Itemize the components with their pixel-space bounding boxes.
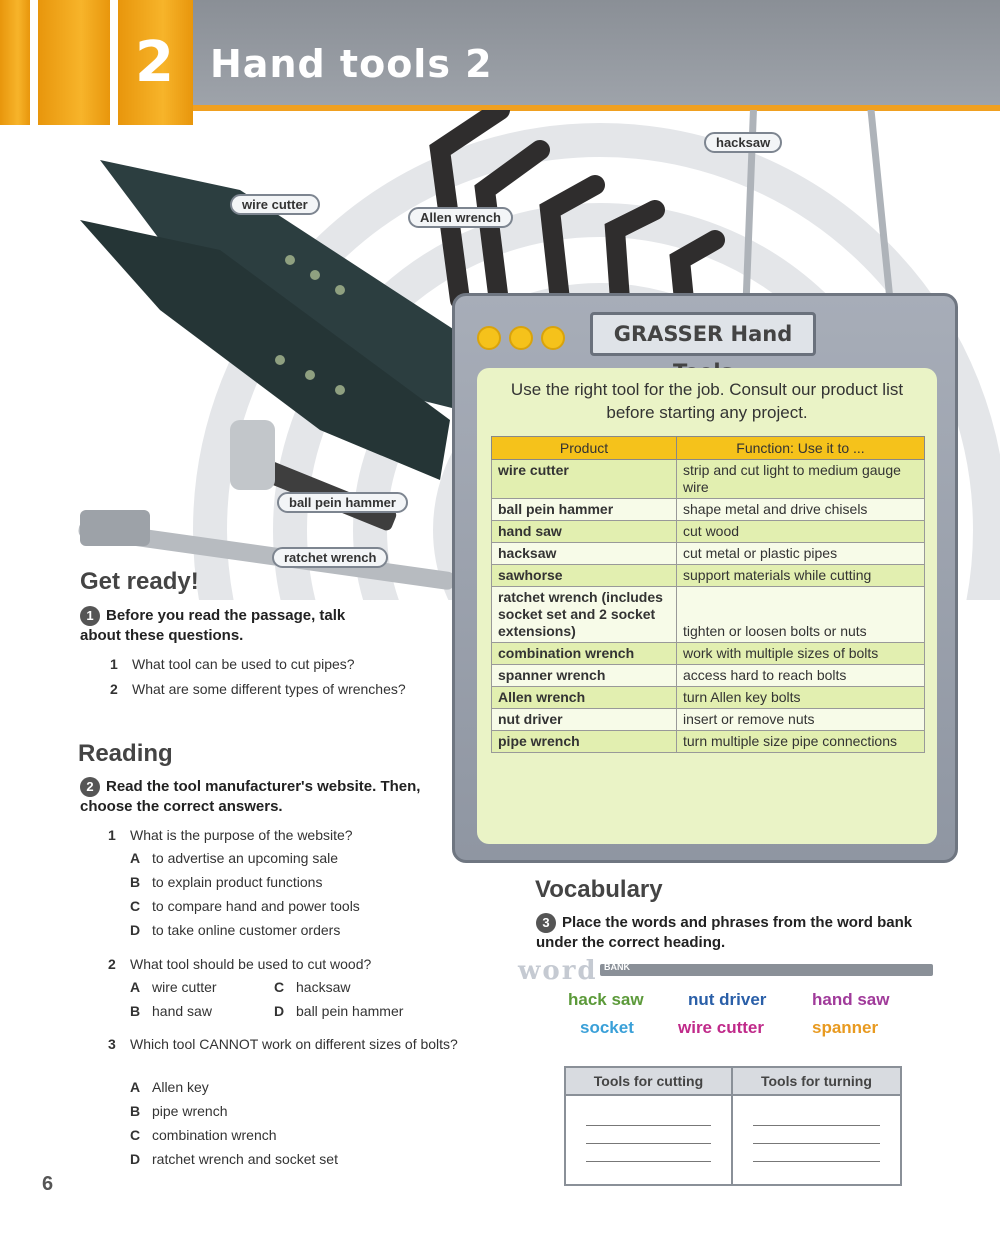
question-text: What tool can be used to cut pipes? [132,656,355,672]
exercise-number: 1 [80,606,100,626]
exercise-number: 2 [80,777,100,797]
answer-option[interactable]: D to take online customer orders [130,922,341,938]
window-dot [477,326,501,350]
column-header-product: Product [492,437,677,460]
word-bank-item[interactable]: socket [580,1018,634,1037]
product-cell: pipe wrench [492,731,677,753]
table-row [492,687,925,709]
question-text: What is the purpose of the website? [130,827,353,843]
table-row [492,731,925,753]
function-cell: tighten or loosen bolts or nuts [677,587,925,643]
table-row [492,499,925,521]
page-number: 6 [42,1173,54,1195]
instruction-text: Place the words and phrases from the word bank under the correct heading. [536,914,913,951]
vocabulary-instruction [536,913,916,953]
function-cell: insert or remove nuts [677,709,925,731]
reading-heading: Reading [78,740,173,767]
product-cell: ball pein hammer [492,499,677,521]
product-cell: nut driver [492,709,677,731]
function-cell: support materials while cutting [677,565,925,587]
table-row [492,709,925,731]
function-cell: access hard to reach bolts [677,665,925,687]
answer-option[interactable]: A to advertise an upcoming sale [130,850,338,866]
answer-option[interactable]: B pipe wrench [130,1103,228,1119]
table-row [492,565,925,587]
word-bank-label: BANK [604,962,630,972]
page-title: Hand tools 2 [210,42,493,86]
word-bank-item[interactable]: wire cutter [678,1018,764,1037]
question-number: 1 [108,827,116,843]
instruction-text: Read the tool manufacturer's website. Then, choose the correct answers. [80,778,421,815]
word-bank-item[interactable]: hand saw [812,990,890,1009]
column-header-function: Function: Use it to ... [677,437,925,460]
table-row [492,643,925,665]
answer-option[interactable]: A wire cutter [130,979,217,995]
product-cell: hand saw [492,521,677,543]
sorting-table [564,1066,902,1186]
website-panel [452,293,958,863]
word-bank-item[interactable]: spanner [812,1018,879,1037]
reading-question-3 [108,1035,478,1054]
label-hacksaw: hacksaw [704,132,782,153]
function-cell: cut wood [677,521,925,543]
product-cell: wire cutter [492,460,677,499]
table-row [492,521,925,543]
label-wire-cutter: wire cutter [230,194,320,215]
product-cell: spanner wrench [492,665,677,687]
function-cell: work with multiple sizes of bolts [677,643,925,665]
product-table [491,436,925,753]
unit-number: 2 [135,30,174,95]
question-number: 2 [110,681,118,697]
function-cell: shape metal and drive chisels [677,499,925,521]
word-bank-item[interactable]: hack saw [568,990,644,1009]
column-header-cutting: Tools for cutting [565,1067,732,1095]
header-stripe [38,0,110,125]
get-ready-instruction [80,606,380,646]
window-dot [541,326,565,350]
question-text: What are some different types of wrenches? [132,681,406,697]
question-number: 3 [108,1036,116,1052]
get-ready-question [110,680,410,699]
website-intro: Use the right tool for the job. Consult our product list before starting any project. [510,380,904,422]
answer-option[interactable]: D ball pein hammer [274,1003,404,1019]
website-content [477,368,937,844]
window-dot [509,326,533,350]
label-ratchet-wrench: ratchet wrench [272,547,388,568]
word-bank-bar [600,964,933,976]
reading-question-1 [108,826,448,845]
function-cell: strip and cut light to medium gauge wire [677,460,925,499]
question-text: What tool should be used to cut wood? [130,956,372,972]
column-header-turning: Tools for turning [732,1067,901,1095]
function-cell: turn Allen key bolts [677,687,925,709]
get-ready-question [110,655,430,674]
question-number: 1 [110,656,118,672]
function-cell: cut metal or plastic pipes [677,543,925,565]
product-cell: hacksaw [492,543,677,565]
table-row [492,587,925,643]
exercise-number: 3 [536,913,556,933]
answer-option[interactable]: B to explain product functions [130,874,323,890]
question-text: Which tool CANNOT work on different sizes of bolts? [130,1036,458,1052]
question-number: 2 [108,956,116,972]
header-stripe [0,0,30,125]
answer-option[interactable]: A Allen key [130,1079,209,1095]
answer-option[interactable]: B hand saw [130,1003,212,1019]
reading-instruction [80,777,450,817]
unit-header [0,0,1000,125]
label-ball-pein-hammer: ball pein hammer [277,492,408,513]
product-cell: ratchet wrench (includes socket set and 2 socket extensions) [492,587,677,643]
website-title: GRASSER Hand [590,312,816,356]
product-cell: sawhorse [492,565,677,587]
product-cell: combination wrench [492,643,677,665]
label-allen-wrench: Allen wrench [408,207,513,228]
answer-option[interactable]: C hacksaw [274,979,351,995]
answer-option[interactable]: C to compare hand and power tools [130,898,360,914]
instruction-text: Before you read the passage, talk about these questions. [80,607,346,644]
function-cell: turn multiple size pipe connections [677,731,925,753]
reading-question-2 [108,955,448,974]
table-row [492,543,925,565]
answer-option[interactable]: D ratchet wrench and socket set [130,1151,338,1167]
vocabulary-heading: Vocabulary [535,876,663,903]
word-bank-item[interactable]: nut driver [688,990,767,1009]
table-row [492,665,925,687]
product-cell: Allen wrench [492,687,677,709]
get-ready-heading: Get ready! [80,568,199,595]
answer-area-cutting[interactable] [565,1095,732,1185]
word-bank-logo: word [518,956,598,986]
table-row [492,460,925,499]
answer-option[interactable]: C combination wrench [130,1127,277,1143]
answer-area-turning[interactable] [732,1095,901,1185]
